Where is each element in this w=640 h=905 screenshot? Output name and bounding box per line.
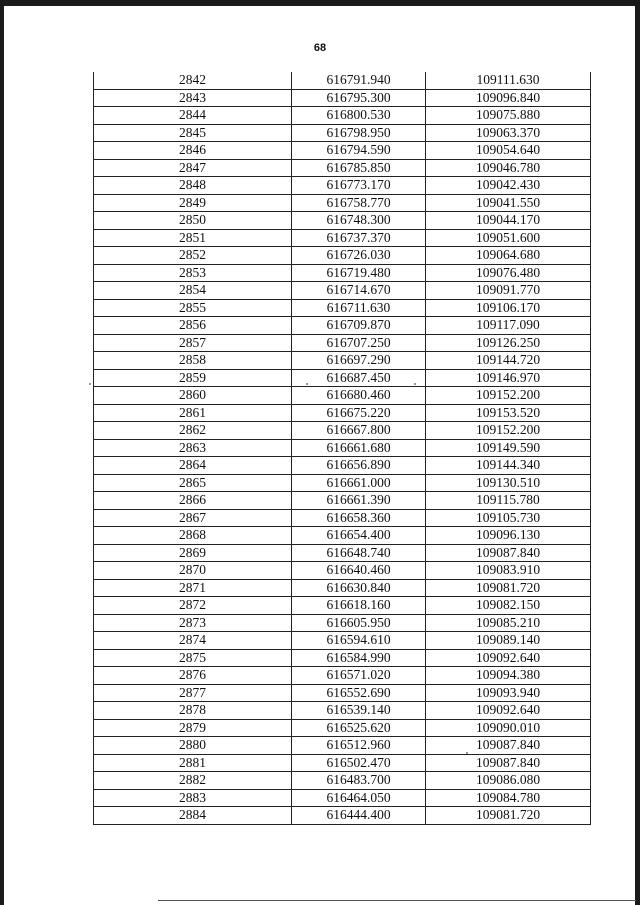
y-coordinate-cell: 109087.840 [426, 737, 591, 755]
point-number-cell: 2847 [94, 159, 292, 177]
x-coordinate-cell: 616605.950 [292, 614, 426, 632]
table-row [94, 177, 591, 195]
y-coordinate-cell: 109144.720 [426, 352, 591, 370]
table-row [94, 282, 591, 300]
point-number-cell: 2871 [94, 579, 292, 597]
point-number-cell: 2884 [94, 807, 292, 825]
point-number-cell: 2881 [94, 754, 292, 772]
point-number-cell: 2854 [94, 282, 292, 300]
x-coordinate-cell: 616697.290 [292, 352, 426, 370]
y-coordinate-cell: 109054.640 [426, 142, 591, 160]
y-coordinate-cell: 109094.380 [426, 667, 591, 685]
point-number-cell: 2865 [94, 474, 292, 492]
y-coordinate-cell: 109092.640 [426, 702, 591, 720]
y-coordinate-cell: 109083.910 [426, 562, 591, 580]
y-coordinate-cell: 109042.430 [426, 177, 591, 195]
point-number-cell: 2882 [94, 772, 292, 790]
point-number-cell: 2855 [94, 299, 292, 317]
coordinates-table [93, 72, 591, 825]
scan-border-top [0, 0, 640, 6]
point-number-cell: 2861 [94, 404, 292, 422]
table-row [94, 684, 591, 702]
point-number-cell: 2842 [94, 72, 292, 89]
y-coordinate-cell: 109146.970 [426, 369, 591, 387]
y-coordinate-cell: 109046.780 [426, 159, 591, 177]
table-row [94, 369, 591, 387]
x-coordinate-cell: 616794.590 [292, 142, 426, 160]
y-coordinate-cell: 109117.090 [426, 317, 591, 335]
y-coordinate-cell: 109041.550 [426, 194, 591, 212]
x-coordinate-cell: 616687.450 [292, 369, 426, 387]
table-row [94, 632, 591, 650]
x-coordinate-cell: 616502.470 [292, 754, 426, 772]
table-row [94, 422, 591, 440]
point-number-cell: 2878 [94, 702, 292, 720]
table-row [94, 229, 591, 247]
x-coordinate-cell: 616584.990 [292, 649, 426, 667]
table-row [94, 387, 591, 405]
table-row [94, 789, 591, 807]
y-coordinate-cell: 109086.080 [426, 772, 591, 790]
table-row [94, 527, 591, 545]
point-number-cell: 2843 [94, 89, 292, 107]
point-number-cell: 2877 [94, 684, 292, 702]
table-row [94, 457, 591, 475]
y-coordinate-cell: 109087.840 [426, 754, 591, 772]
y-coordinate-cell: 109075.880 [426, 107, 591, 125]
table-row [94, 334, 591, 352]
point-number-cell: 2845 [94, 124, 292, 142]
table-row [94, 509, 591, 527]
point-number-cell: 2857 [94, 334, 292, 352]
table-row [94, 124, 591, 142]
point-number-cell: 2852 [94, 247, 292, 265]
table-row [94, 212, 591, 230]
x-coordinate-cell: 616571.020 [292, 667, 426, 685]
x-coordinate-cell: 616737.370 [292, 229, 426, 247]
point-number-cell: 2868 [94, 527, 292, 545]
y-coordinate-cell: 109084.780 [426, 789, 591, 807]
x-coordinate-cell: 616675.220 [292, 404, 426, 422]
y-coordinate-cell: 109090.010 [426, 719, 591, 737]
y-coordinate-cell: 109085.210 [426, 614, 591, 632]
scan-border-left [0, 0, 4, 905]
y-coordinate-cell: 109152.200 [426, 422, 591, 440]
x-coordinate-cell: 616773.170 [292, 177, 426, 195]
x-coordinate-cell: 616795.300 [292, 89, 426, 107]
y-coordinate-cell: 109130.510 [426, 474, 591, 492]
table-row [94, 404, 591, 422]
x-coordinate-cell: 616758.770 [292, 194, 426, 212]
table-row [94, 439, 591, 457]
x-coordinate-cell: 616656.890 [292, 457, 426, 475]
point-number-cell: 2874 [94, 632, 292, 650]
y-coordinate-cell: 109092.640 [426, 649, 591, 667]
point-number-cell: 2867 [94, 509, 292, 527]
table-row [94, 264, 591, 282]
x-coordinate-cell: 616525.620 [292, 719, 426, 737]
point-number-cell: 2846 [94, 142, 292, 160]
y-coordinate-cell: 109044.170 [426, 212, 591, 230]
y-coordinate-cell: 109051.600 [426, 229, 591, 247]
point-number-cell: 2883 [94, 789, 292, 807]
y-coordinate-cell: 109096.130 [426, 527, 591, 545]
x-coordinate-cell: 616654.400 [292, 527, 426, 545]
point-number-cell: 2879 [94, 719, 292, 737]
point-number-cell: 2848 [94, 177, 292, 195]
x-coordinate-cell: 616594.610 [292, 632, 426, 650]
point-number-cell: 2872 [94, 597, 292, 615]
table-row [94, 89, 591, 107]
y-coordinate-cell: 109093.940 [426, 684, 591, 702]
scan-speck [306, 383, 308, 385]
table-row [94, 159, 591, 177]
x-coordinate-cell: 616483.700 [292, 772, 426, 790]
table-row [94, 352, 591, 370]
y-coordinate-cell: 109063.370 [426, 124, 591, 142]
point-number-cell: 2862 [94, 422, 292, 440]
x-coordinate-cell: 616648.740 [292, 544, 426, 562]
point-number-cell: 2870 [94, 562, 292, 580]
y-coordinate-cell: 109105.730 [426, 509, 591, 527]
table-row [94, 142, 591, 160]
x-coordinate-cell: 616661.680 [292, 439, 426, 457]
x-coordinate-cell: 616552.690 [292, 684, 426, 702]
point-number-cell: 2866 [94, 492, 292, 510]
x-coordinate-cell: 616640.460 [292, 562, 426, 580]
point-number-cell: 2863 [94, 439, 292, 457]
x-coordinate-cell: 616444.400 [292, 807, 426, 825]
table-row [94, 597, 591, 615]
table-row [94, 807, 591, 825]
point-number-cell: 2853 [94, 264, 292, 282]
x-coordinate-cell: 616711.630 [292, 299, 426, 317]
x-coordinate-cell: 616539.140 [292, 702, 426, 720]
table-row [94, 719, 591, 737]
x-coordinate-cell: 616726.030 [292, 247, 426, 265]
page-number: 68 [313, 42, 327, 54]
y-coordinate-cell: 109076.480 [426, 264, 591, 282]
x-coordinate-cell: 616791.940 [292, 72, 426, 89]
table-row [94, 299, 591, 317]
y-coordinate-cell: 109064.680 [426, 247, 591, 265]
scan-speck [414, 383, 416, 385]
x-coordinate-cell: 616658.360 [292, 509, 426, 527]
x-coordinate-cell: 616707.250 [292, 334, 426, 352]
scan-speck [89, 383, 91, 385]
x-coordinate-cell: 616680.460 [292, 387, 426, 405]
table-row [94, 194, 591, 212]
x-coordinate-cell: 616618.160 [292, 597, 426, 615]
y-coordinate-cell: 109149.590 [426, 439, 591, 457]
point-number-cell: 2858 [94, 352, 292, 370]
point-number-cell: 2873 [94, 614, 292, 632]
y-coordinate-cell: 109153.520 [426, 404, 591, 422]
table-row [94, 317, 591, 335]
y-coordinate-cell: 109089.140 [426, 632, 591, 650]
table-row [94, 772, 591, 790]
x-coordinate-cell: 616464.050 [292, 789, 426, 807]
point-number-cell: 2856 [94, 317, 292, 335]
x-coordinate-cell: 616719.480 [292, 264, 426, 282]
table-row [94, 107, 591, 125]
y-coordinate-cell: 109087.840 [426, 544, 591, 562]
table-row [94, 649, 591, 667]
y-coordinate-cell: 109126.250 [426, 334, 591, 352]
x-coordinate-cell: 616714.670 [292, 282, 426, 300]
table-row [94, 702, 591, 720]
point-number-cell: 2859 [94, 369, 292, 387]
scan-speck [466, 752, 468, 754]
y-coordinate-cell: 109111.630 [426, 72, 591, 89]
point-number-cell: 2860 [94, 387, 292, 405]
x-coordinate-cell: 616798.950 [292, 124, 426, 142]
table-row [94, 667, 591, 685]
x-coordinate-cell: 616667.800 [292, 422, 426, 440]
x-coordinate-cell: 616785.850 [292, 159, 426, 177]
table-row [94, 562, 591, 580]
y-coordinate-cell: 109152.200 [426, 387, 591, 405]
table-row [94, 247, 591, 265]
x-coordinate-cell: 616800.530 [292, 107, 426, 125]
table-row [94, 737, 591, 755]
point-number-cell: 2875 [94, 649, 292, 667]
x-coordinate-cell: 616709.870 [292, 317, 426, 335]
x-coordinate-cell: 616748.300 [292, 212, 426, 230]
x-coordinate-cell: 616661.000 [292, 474, 426, 492]
x-coordinate-cell: 616661.390 [292, 492, 426, 510]
coordinates-table-body [94, 72, 591, 824]
y-coordinate-cell: 109082.150 [426, 597, 591, 615]
y-coordinate-cell: 109115.780 [426, 492, 591, 510]
table-row [94, 544, 591, 562]
y-coordinate-cell: 109081.720 [426, 807, 591, 825]
scan-border-bottom [158, 900, 636, 901]
point-number-cell: 2850 [94, 212, 292, 230]
y-coordinate-cell: 109096.840 [426, 89, 591, 107]
y-coordinate-cell: 109106.170 [426, 299, 591, 317]
table-row [94, 492, 591, 510]
point-number-cell: 2864 [94, 457, 292, 475]
y-coordinate-cell: 109144.340 [426, 457, 591, 475]
point-number-cell: 2880 [94, 737, 292, 755]
table-row [94, 72, 591, 89]
point-number-cell: 2869 [94, 544, 292, 562]
point-number-cell: 2844 [94, 107, 292, 125]
table-row [94, 579, 591, 597]
point-number-cell: 2876 [94, 667, 292, 685]
table-row [94, 474, 591, 492]
y-coordinate-cell: 109091.770 [426, 282, 591, 300]
point-number-cell: 2849 [94, 194, 292, 212]
y-coordinate-cell: 109081.720 [426, 579, 591, 597]
x-coordinate-cell: 616512.960 [292, 737, 426, 755]
x-coordinate-cell: 616630.840 [292, 579, 426, 597]
table-row [94, 614, 591, 632]
table-row [94, 754, 591, 772]
scan-border-right [635, 0, 640, 905]
point-number-cell: 2851 [94, 229, 292, 247]
